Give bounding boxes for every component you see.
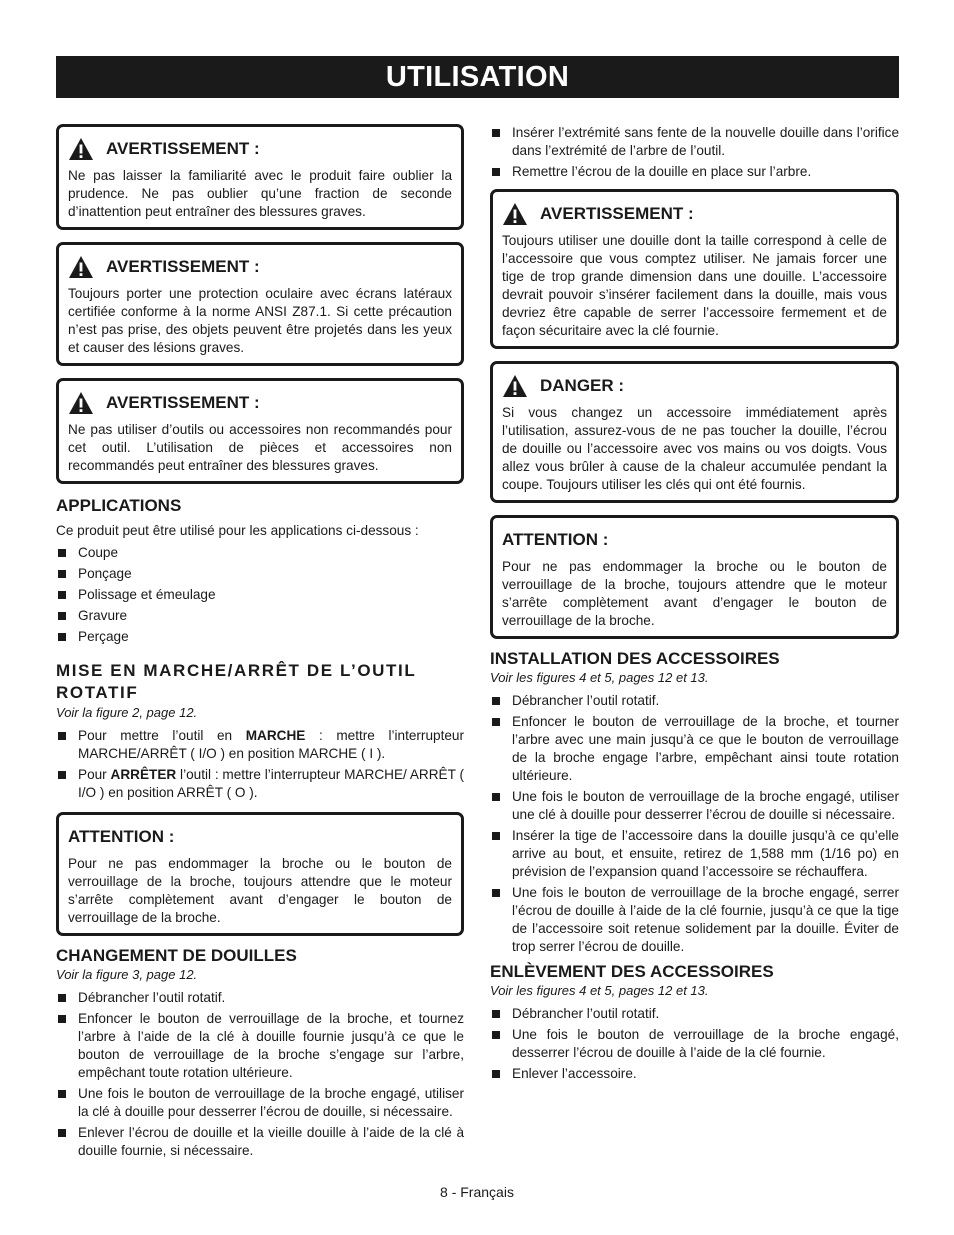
warning-text: Toujours porter une protection oculaire avec écrans latéraux certifiée conforme à la norme ANSI Z87.1. Si cette précaution n’est pas prise, des objets peuvent être projetés dans les yeux et causer des lésions graves. xyxy=(68,286,452,355)
section-heading-applications: APPLICATIONS xyxy=(56,496,182,515)
warning-title: AVERTISSEMENT : xyxy=(106,393,260,412)
warning-box-eye-protection xyxy=(56,242,464,366)
attention-text: Pour ne pas endommager la broche ou le bouton de verrouillage de la broche, toujours attendre que le moteur s’arrête complètement avant d’engager le bouton de verrouillage de la broche. xyxy=(502,559,887,628)
applications-list xyxy=(56,544,464,646)
warning-box-familiarity xyxy=(56,124,464,230)
page-footer: 8 - Français xyxy=(440,1184,514,1200)
right-column xyxy=(490,124,899,1086)
list-item: Polissage et émeulage xyxy=(56,586,464,604)
list-item: Débrancher l’outil rotatif. xyxy=(490,692,899,710)
list-item: Enfoncer le bouton de verrouillage de la broche, et tourner l’arbre avec une main jusqu’à ce que le bouton de verrouillage de la broche engage l’arbre, empêchant ainsi toute rotation ultérieure. xyxy=(490,713,899,785)
douilles-continued-list xyxy=(490,124,899,181)
list-item: Insérer l’extrémité sans fente de la nouvelle douille dans l’orifice dans l’extrémité de l’arbre de l’outil. xyxy=(490,124,899,160)
attention-title: ATTENTION : xyxy=(68,827,175,846)
section-heading-marche: MISE EN MARCHE/ARRÊT DE L’OUTIL ROTATIF xyxy=(56,661,417,702)
list-item: Insérer la tige de l’accessoire dans la douille jusqu’à ce qu’elle arrive au bout, et ensuite, retirez de 1,588 mm (1/16 po) en prévision de l’expansion quand l’accessoire se réchauffera. xyxy=(490,827,899,881)
list-item: Une fois le bouton de verrouillage de la broche engagé, utiliser une clé à douille pour desserrer l’écrou de douille si nécessaire. xyxy=(490,788,899,824)
figure-reference: Voir la figure 3, page 12. xyxy=(56,967,198,982)
figure-reference: Voir les figures 4 et 5, pages 12 et 13. xyxy=(490,983,709,998)
warning-triangle-icon xyxy=(68,255,94,279)
applications-intro: Ce produit peut être utilisé pour les applications ci-dessous : xyxy=(56,523,419,538)
section-heading-enlevement: ENLÈVEMENT DES ACCESSOIRES xyxy=(490,962,774,981)
douilles-list xyxy=(56,989,464,1160)
page-title: UTILISATION xyxy=(56,56,899,98)
installation-list xyxy=(490,692,899,956)
warning-triangle-icon xyxy=(502,202,528,226)
warning-title: AVERTISSEMENT : xyxy=(106,139,260,158)
warning-triangle-icon xyxy=(502,374,528,398)
list-item: Pour mettre l’outil en MARCHE : mettre l’interrupteur MARCHE/ARRÊT ( I/O ) en position MARCHE ( I ). xyxy=(56,727,464,763)
list-item: Une fois le bouton de verrouillage de la broche engagé, desserrer l’écrou de douille à l’aide de la clé fournie. xyxy=(490,1026,899,1062)
section-heading-douilles: CHANGEMENT DE DOUILLES xyxy=(56,946,297,965)
warning-title: AVERTISSEMENT : xyxy=(540,204,694,223)
list-item: Une fois le bouton de verrouillage de la broche engagé, serrer l’écrou de douille à l’aide de la clé fournie, jusqu’à ce que la tige de l’accessoire soit retenue solidement par la douille. Éviter de trop serrer l’écrou de douille. xyxy=(490,884,899,956)
list-item: Gravure xyxy=(56,607,464,625)
section-heading-installation: INSTALLATION DES ACCESSOIRES xyxy=(490,649,780,668)
figure-reference: Voir les figures 4 et 5, pages 12 et 13. xyxy=(490,670,709,685)
warning-triangle-icon xyxy=(68,391,94,415)
list-item: Pour ARRÊTER l’outil : mettre l’interrupteur MARCHE/ ARRÊT ( I/O ) en position ARRÊT ( O ). xyxy=(56,766,464,802)
enlevement-list xyxy=(490,1005,899,1083)
warning-triangle-icon xyxy=(68,137,94,161)
list-item: Débrancher l’outil rotatif. xyxy=(490,1005,899,1023)
list-item: Remettre l’écrou de la douille en place sur l’arbre. xyxy=(490,163,899,181)
figure-reference: Voir la figure 2, page 12. xyxy=(56,705,198,720)
left-column xyxy=(56,124,464,1163)
list-item: Enlever l’accessoire. xyxy=(490,1065,899,1083)
warning-box-collet-size xyxy=(490,189,899,349)
list-item: Enlever l’écrou de douille et la vieille douille à l’aide de la clé à douille fournie, si nécessaire. xyxy=(56,1124,464,1160)
danger-text: Si vous changez un accessoire immédiatement après l’utilisation, assurez-vous de ne pas toucher la douille, l’écrou de douille ou l’accessoire avec vos mains ou vos doigts. Vous allez vous brûler à cause de la chaleur accumulée pendant la coupe. Toujours utiliser les clés qui ont été fournis. xyxy=(502,405,887,492)
attention-box xyxy=(56,812,464,936)
list-item: Débrancher l’outil rotatif. xyxy=(56,989,464,1007)
attention-text: Pour ne pas endommager la broche ou le bouton de verrouillage de la broche, toujours attendre que le moteur s’arrête complètement avant d’engager le bouton de verrouillage de la broche. xyxy=(68,856,452,925)
warning-text: Toujours utiliser une douille dont la taille correspond à celle de l’accessoire que vous comptez utiliser. Ne jamais forcer une tige de trop grande dimension dans une douille. L’accessoire devrait pouvoir s’insérer facilement dans la douille, mais vous devriez être capable de serrer l’accessoire fermement et de façon sécuritaire avec la clé fournie. xyxy=(502,233,887,338)
list-item: Coupe xyxy=(56,544,464,562)
warning-text: Ne pas laisser la familiarité avec le produit faire oublier la prudence. Ne pas oublier qu’une fraction de seconde d’inattention peut entraîner des blessures graves. xyxy=(68,168,452,219)
warning-box-accessories xyxy=(56,378,464,484)
list-item: Une fois le bouton de verrouillage de la broche engagé, utiliser la clé à douille pour desserrer l’écrou de douille, si nécessaire. xyxy=(56,1085,464,1121)
danger-title: DANGER : xyxy=(540,376,625,395)
list-item: Perçage xyxy=(56,628,464,646)
marche-list xyxy=(56,727,464,802)
warning-title: AVERTISSEMENT : xyxy=(106,257,260,276)
list-item: Ponçage xyxy=(56,565,464,583)
warning-text: Ne pas utiliser d’outils ou accessoires non recommandés pour cet outil. L’utilisation de pièces et accessoires non recommandés peut entraîner des blessures graves. xyxy=(68,422,452,473)
danger-box xyxy=(490,361,899,503)
attention-box xyxy=(490,515,899,639)
attention-title: ATTENTION : xyxy=(502,530,609,549)
list-item: Enfoncer le bouton de verrouillage de la broche, et tournez l’arbre à l’aide de la clé à douille fournie jusqu’à ce que le bouton de verrouillage de la broche s’engage sur l’arbre, empêchant toute rotation ultérieure. xyxy=(56,1010,464,1082)
